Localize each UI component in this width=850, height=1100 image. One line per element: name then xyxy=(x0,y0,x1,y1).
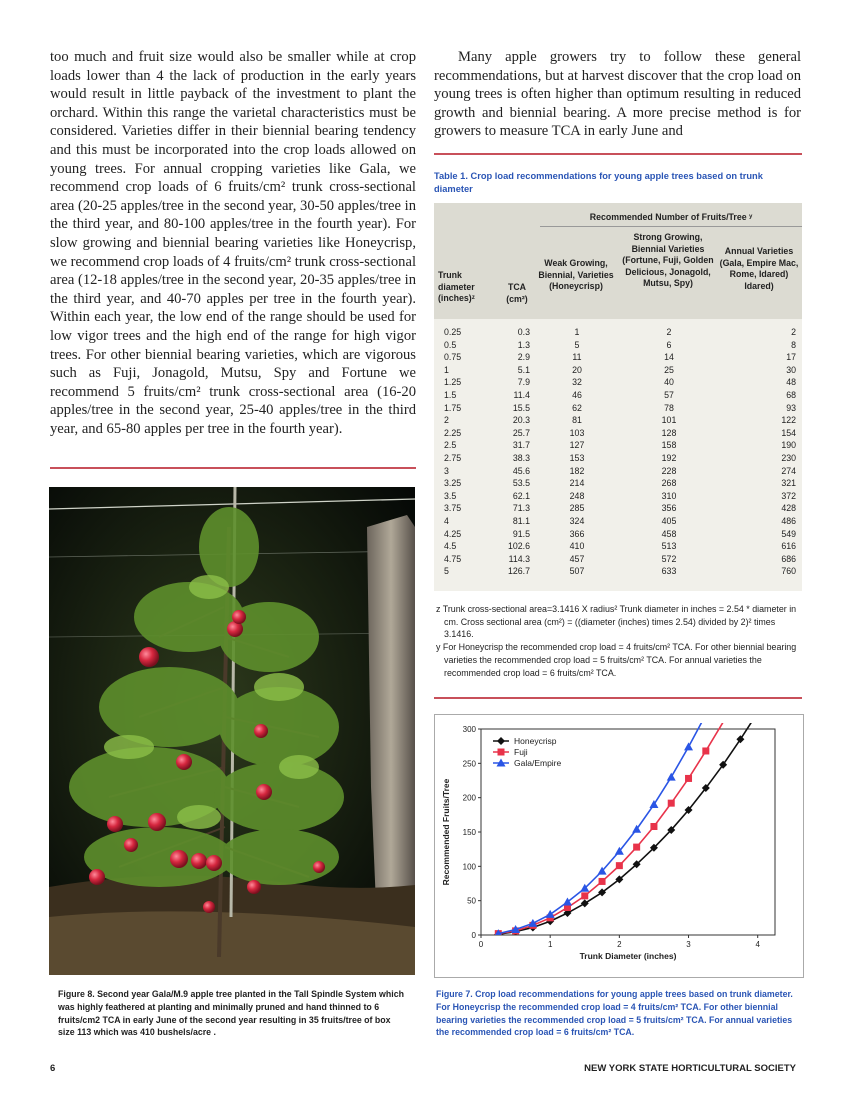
table-cell: 633 xyxy=(661,566,677,577)
publication-name: NEW YORK STATE HORTICULTURAL SOCIETY xyxy=(584,1063,796,1074)
y-tick-label: 100 xyxy=(462,862,476,872)
table-cell: 190 xyxy=(781,440,796,451)
data-point xyxy=(684,742,693,750)
table-cell: 4 xyxy=(444,516,449,526)
table-cell: 153 xyxy=(569,453,585,463)
table-cell: 274 xyxy=(781,465,796,476)
table-cell: 248 xyxy=(569,490,585,501)
x-axis-label: Trunk Diameter (inches) xyxy=(579,951,677,961)
x-tick-label: 3 xyxy=(686,940,691,949)
data-point xyxy=(650,823,657,830)
table-cell: 91.5 xyxy=(512,528,530,539)
y-tick-label: 150 xyxy=(462,828,476,837)
table-cell: 81.1 xyxy=(512,516,530,526)
table-cell: 0.3 xyxy=(517,327,530,337)
left-column-paragraph: too much and fruit size would also be smaller while at crop loads lower than 4 the lack of production in the early years would result in little payback of the investment to plant the orchard. Within this range the varietal characteristics must be considered. Varieties differ in their biennial bearing tendency and this must be incorporated into the crop loads allowed on young trees. For annual cropping varieties like Gala, we recommend crop loads of 6 fruits/cm² trunk cross-sectional area (20-25 apples/tree in the second year, 30-50 apples/tree in the third year, and 80-100 apples/tree in the fourth year). For slow growing and biennial bearing varieties like Honeycrisp, we recommend crop loads of 4 fruits/cm² trunk cross-sectional area (12-18 apples/tree in the second year, 20-35 apples/tree in the third year, and 40-70 apples per tree in the fourth year). Within each year, the low end of the range should be used for low vigor trees and the high end of the range for high vigor trees. For other biennial bearing varieties, which are vigorous such as Fuji, Jonagold, Mutsu, Spy and Fortune we recommend 5 fruits/cm² trunk cross-sectional area (16-20 apples/tree in the second year, 25-40 apples/tree in the third year, and 65-80 apples per tree in the fourth year). xyxy=(50,49,416,437)
table-cell: 0.75 xyxy=(444,352,462,363)
table-cell: 2.25 xyxy=(444,427,462,438)
table-cell: 760 xyxy=(781,566,796,577)
data-point xyxy=(616,862,623,869)
table-cell: 182 xyxy=(569,465,585,476)
right-divider-bottom xyxy=(434,697,802,699)
data-point xyxy=(633,844,640,851)
table-cell: 122 xyxy=(781,415,796,426)
table-cell: 93 xyxy=(786,402,796,413)
table-cell: 372 xyxy=(781,490,796,501)
table-super-header: Recommended Number of Fruits/Tree ʸ xyxy=(589,212,753,222)
page-number: 6 xyxy=(50,1063,56,1074)
col-header-tca: TCA (cm²) xyxy=(506,282,528,304)
table-cell: 62.1 xyxy=(512,490,530,501)
table-cell: 513 xyxy=(661,541,677,552)
data-point xyxy=(667,773,676,781)
figure7-label: Figure 7. xyxy=(436,989,473,999)
apple-tree-photo xyxy=(49,487,415,975)
col-header-strong-growing: Strong Growing, Biennial Varieties (Fortune, Fuji, Golden Delicious, Jonagold, Mutsu, Spy) xyxy=(622,232,714,289)
table-cell: 103 xyxy=(569,427,585,438)
table-header xyxy=(434,203,802,319)
table-cell: 507 xyxy=(569,566,585,577)
table-cell: 46 xyxy=(572,390,582,400)
table-cell: 6 xyxy=(666,339,672,350)
data-point xyxy=(581,892,588,899)
table-cell: 1.3 xyxy=(517,339,530,350)
table-cell: 31.7 xyxy=(512,440,530,451)
table-cell: 4.25 xyxy=(444,528,462,539)
y-tick-label: 200 xyxy=(462,793,476,803)
table-cell: 68 xyxy=(786,390,796,400)
table-cell: 2 xyxy=(791,327,796,337)
table-cell: 158 xyxy=(661,440,677,451)
chart-svg xyxy=(435,715,803,977)
table-cell: 228 xyxy=(661,465,677,476)
table-cell: 4.75 xyxy=(444,553,462,564)
table-cell: 128 xyxy=(661,427,677,438)
table-cell: 572 xyxy=(661,553,677,564)
y-tick-label: 0 xyxy=(471,931,476,940)
table-cell: 48 xyxy=(786,377,796,388)
figure7-caption xyxy=(436,988,804,1039)
table-cell: 1.25 xyxy=(444,377,462,388)
table-cell: 25.7 xyxy=(512,427,530,438)
table-cell: 3.5 xyxy=(444,490,457,501)
table-cell: 32 xyxy=(572,377,582,388)
table-cell: 62 xyxy=(572,402,582,413)
table-cell: 1.75 xyxy=(444,402,462,413)
table-cell: 154 xyxy=(781,427,796,438)
table-cell: 3.25 xyxy=(444,478,462,489)
x-tick-label: 4 xyxy=(755,940,760,949)
figure8-label: Figure 8. xyxy=(58,989,95,999)
y-tick-label: 300 xyxy=(462,725,476,734)
table-cell: 101 xyxy=(661,415,677,426)
table-cell: 324 xyxy=(569,516,585,526)
figure8-caption xyxy=(58,988,408,1039)
table-cell: 405 xyxy=(661,516,677,526)
table-cell: 1.5 xyxy=(444,390,457,400)
table-cell: 30 xyxy=(786,364,796,375)
table-caption-text: Crop load recommendations for young apple trees based on trunk diameter xyxy=(434,171,763,194)
table-cell: 71.3 xyxy=(512,503,530,514)
table-cell: 458 xyxy=(661,528,677,539)
data-point xyxy=(649,800,658,808)
table-cell: 114.3 xyxy=(508,553,530,564)
table-cell: 310 xyxy=(661,490,677,501)
table-cell: 5 xyxy=(444,566,449,577)
figure8-text: Second year Gala/M.9 apple tree planted in the Tall Spindle System which was highly feathered at planting and minimally pruned and hand thinned to 6 fruits/cm2 TCA in early June of the second year resulting in 35 fruits/tree of box size 113 which was 410 bushels/acre . xyxy=(58,989,404,1038)
data-point xyxy=(668,800,675,807)
table-note-y: y For Honeycrisp the recommended crop load = 4 fruits/cm² TCA. For other biennial bearing varieties the recommended crop load = 5 fruits/cm² TCA. For annual varieties the recommended crop load = 6 fruits/cm² TCA. xyxy=(436,642,797,678)
table-cell: 102.6 xyxy=(507,541,530,552)
table-cell: 3 xyxy=(444,465,449,476)
legend-label: Fuji xyxy=(514,747,528,757)
table-notes xyxy=(436,603,806,679)
table-cell: 686 xyxy=(781,553,796,564)
x-tick-label: 1 xyxy=(547,940,553,949)
table-cell: 457 xyxy=(569,553,585,564)
right-divider-top xyxy=(434,153,802,155)
table-cell: 126.7 xyxy=(507,566,530,577)
table-cell: 45.6 xyxy=(512,465,530,476)
table-cell: 11 xyxy=(572,352,582,363)
table-cell: 78 xyxy=(664,402,674,413)
x-tick-label: 2 xyxy=(617,940,622,949)
table-cell: 8 xyxy=(791,339,796,350)
table-cell: 53.5 xyxy=(512,478,530,489)
data-point xyxy=(702,747,709,754)
table-cell: 4.5 xyxy=(444,541,457,552)
col-header-trunk-diameter: Trunk diameter (inches)ᶻ xyxy=(438,270,475,304)
table-cell: 2.5 xyxy=(444,440,457,451)
crop-load-table xyxy=(434,203,802,591)
table-cell: 549 xyxy=(781,528,796,539)
table-cell: 366 xyxy=(569,528,585,539)
table-cell: 2.75 xyxy=(444,453,462,463)
table-cell: 11.4 xyxy=(513,390,530,400)
table-caption-label: Table 1. xyxy=(434,171,468,181)
table-caption xyxy=(434,170,802,195)
figure7-text: Crop load recommendations for young apple trees based on trunk diameter. For Honeycrisp the recommended crop load = 4 fruits/cm² TCA. For other biennial bearing varieties the recommended crop load = 5 fruits/cm² TCA. For annual varieties the recommended crop load = 6 fruits/cm² TCA. xyxy=(436,989,793,1038)
table-cell: 2 xyxy=(444,415,449,426)
table-cell: 127 xyxy=(569,440,585,451)
y-tick-label: 50 xyxy=(467,896,476,906)
table-cell: 1 xyxy=(574,327,580,337)
super-header-rule xyxy=(540,226,802,227)
data-point xyxy=(685,775,692,782)
legend-marker xyxy=(498,749,505,756)
x-tick-label: 0 xyxy=(478,940,484,949)
table-cell: 230 xyxy=(781,453,796,463)
table-cell: 268 xyxy=(661,478,677,489)
table-cell: 38.3 xyxy=(512,453,530,463)
right-column-paragraph: Many apple growers try to follow these general recommendations, but at harvest discover that the crop load on young trees is often higher than optimum resulting in reduced growth and biennial bearing. A more precise method is for growers to measure TCA in early June and xyxy=(434,49,801,140)
legend-label: Honeycrisp xyxy=(514,736,557,746)
data-point xyxy=(599,878,606,885)
table-cell: 81 xyxy=(572,415,582,426)
table-cell: 14 xyxy=(664,352,674,363)
table-cell: 0.5 xyxy=(444,339,457,350)
table-cell: 410 xyxy=(569,541,585,552)
table-cell: 0.25 xyxy=(444,327,462,337)
table-cell: 5.1 xyxy=(517,364,530,375)
table-cell: 321 xyxy=(781,478,796,489)
table-cell: 1 xyxy=(444,364,449,375)
data-point xyxy=(546,910,555,918)
table-cell: 57 xyxy=(664,390,674,400)
table-cell: 192 xyxy=(661,453,677,463)
legend-label: Gala/Empire xyxy=(514,758,562,768)
table-cell: 2.9 xyxy=(517,352,530,363)
table-cell: 285 xyxy=(569,503,585,514)
table-cell: 17 xyxy=(786,352,796,363)
table-cell: 5 xyxy=(574,339,580,350)
y-tick-label: 250 xyxy=(462,759,476,769)
apple-tree-illustration xyxy=(49,487,415,975)
table-cell: 214 xyxy=(569,478,585,489)
left-divider xyxy=(50,467,416,469)
crop-load-chart xyxy=(434,714,804,978)
table-cell: 15.5 xyxy=(512,402,530,413)
table-cell: 40 xyxy=(664,377,674,388)
col-header-annual: Annual Varieties (Gala, Empire Mac, Rome, Idared) Idared) xyxy=(719,246,799,291)
table-cell: 428 xyxy=(781,503,796,514)
legend-marker xyxy=(497,737,505,745)
table-cell: 20.3 xyxy=(512,415,530,426)
table-cell: 2 xyxy=(666,327,672,337)
table-cell: 616 xyxy=(781,541,796,552)
table-note-z: z Trunk cross-sectional area=3.1416 X radius² Trunk diameter in inches = 2.54 * diameter in cm. Cross sectional area (cm²) = ((diameter (inches) times 2.54) divided by 2)² times 3.1416. xyxy=(436,604,797,640)
table-cell: 356 xyxy=(661,503,677,514)
data-point xyxy=(581,899,589,907)
table-cell: 25 xyxy=(664,364,674,375)
y-axis-label: Recommended Fruits/Tree xyxy=(441,778,451,886)
table-cell: 486 xyxy=(781,516,796,526)
table-cell: 7.9 xyxy=(517,377,530,388)
table-cell: 3.75 xyxy=(444,503,462,514)
table-cell: 20 xyxy=(572,364,582,375)
col-header-weak-growing: Weak Growing, Biennial, Varieties (Honeycrisp) xyxy=(538,258,614,292)
